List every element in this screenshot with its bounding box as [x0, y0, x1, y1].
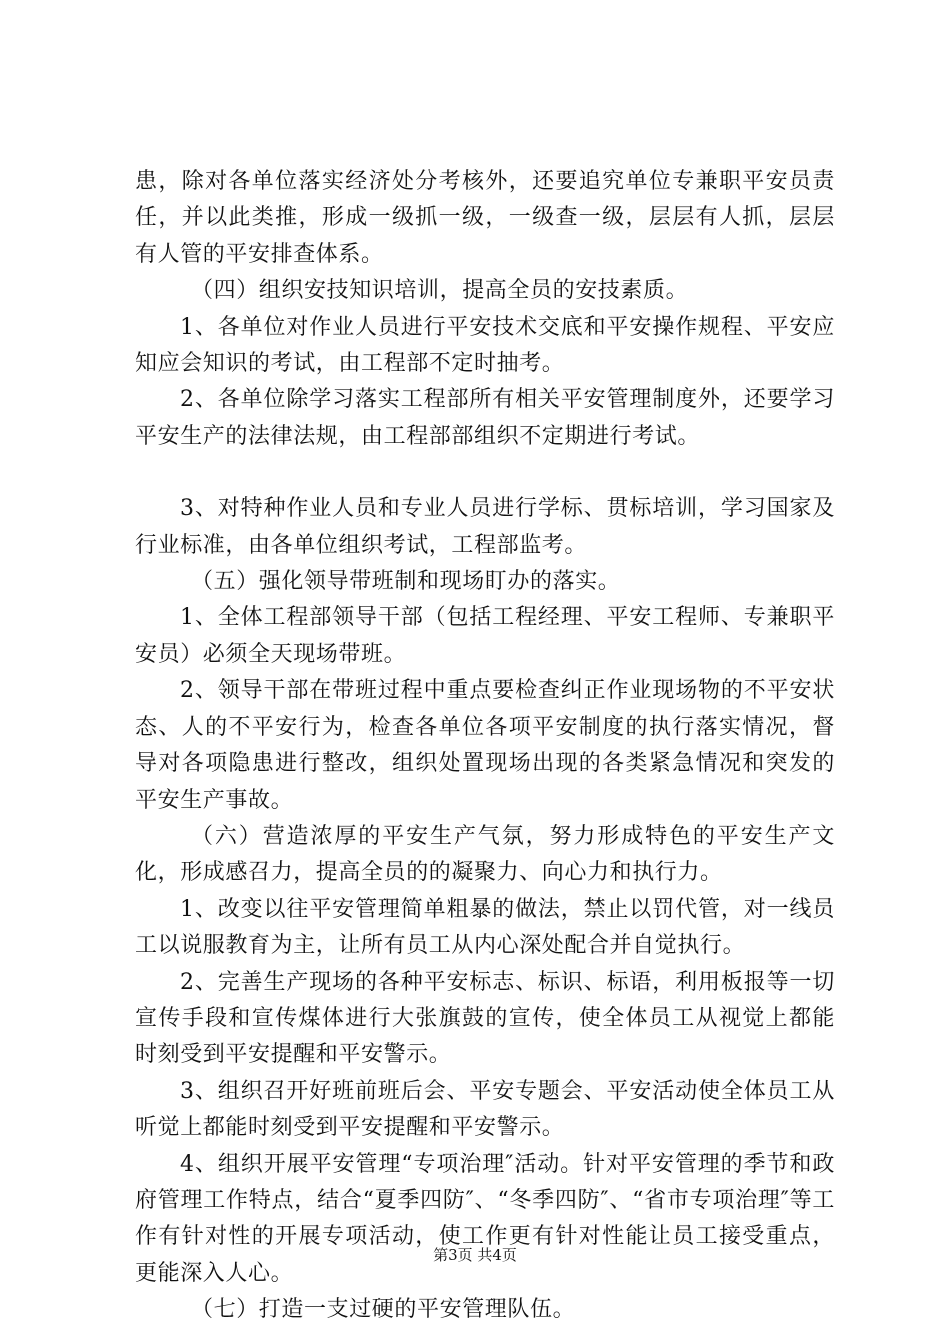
document-body	[135, 164, 835, 1329]
list-item: 2、各单位除学习落实工程部所有相关平安管理制度外，还要学习平安生产的法律法规，由工程部部组织不定期进行考试。	[135, 387, 835, 449]
list-item: 3、组织召开好班前班后会、平安专题会、平安活动使全体员工从听觉上都能时刻受到平安提醒和平安警示。	[135, 1078, 835, 1141]
list-item: 3、对特种作业人员和专业人员进行学标、贯标培训，学习国家及行业标准，由各单位组织考试，工程部监考。	[135, 496, 835, 558]
list-item: 1、各单位对作业人员进行平安技术交底和平安操作规程、平安应知应会知识的考试，由工程部不定时抽考。	[135, 314, 835, 377]
list-item: 1、全体工程部领导干部（包括工程经理、平安工程师、专兼职平安员）必须全天现场带班。	[135, 605, 835, 667]
section-heading-7: （七）打造一支过硬的平安管理队伍。	[191, 1297, 576, 1323]
section-heading-5: （五）强化领导带班制和现场盯办的落实。	[191, 569, 621, 595]
list-item: 4、组织开展平安管理“专项治理″活动。针对平安管理的季节和政府管理工作特点，结合“夏季四防″、“冬季四防″、“省市专项治理″等工作有针对性的开展专项活动，使工作更有针对性能让员工接受重点，更能深入人心。	[135, 1151, 835, 1286]
list-item: 1、改变以往平安管理简单粗暴的做法，禁止以罚代管，对一线员工以说服教育为主，让所有员工从内心深处配合并自觉执行。	[135, 896, 835, 959]
paragraph-continuation: 患，除对各单位落实经济处分考核外，还要追究单位专兼职平安员责任，并以此类推，形成一级抓一级，一级查一级，层层有人抓，层层有人管的平安排查体系。	[135, 169, 835, 267]
section-heading-4: （四）组织安技知识培训，提高全员的安技素质。	[191, 278, 689, 304]
list-item: 2、完善生产现场的各种平安标志、标识、标语，利用板报等一切宣传手段和宣传煤体进行大张旗鼓的宣传，使全体员工从视觉上都能时刻受到平安提醒和平安警示。	[135, 969, 835, 1068]
page-number-footer: 第3页 共4页	[433, 1246, 517, 1264]
list-item: 2、领导干部在带班过程中重点要检查纠正作业现场物的不平安状态、人的不平安行为，检查各单位各项平安制度的执行落实情况，督导对各项隐患进行整改，组织处置现场出现的各类紧急情况和突发的平安生产事故。	[135, 678, 835, 813]
section-heading-6: （六）营造浓厚的平安生产气氛，努力形成特色的平安生产文化，形成感召力，提高全员的的凝聚力、向心力和执行力。	[135, 823, 835, 886]
